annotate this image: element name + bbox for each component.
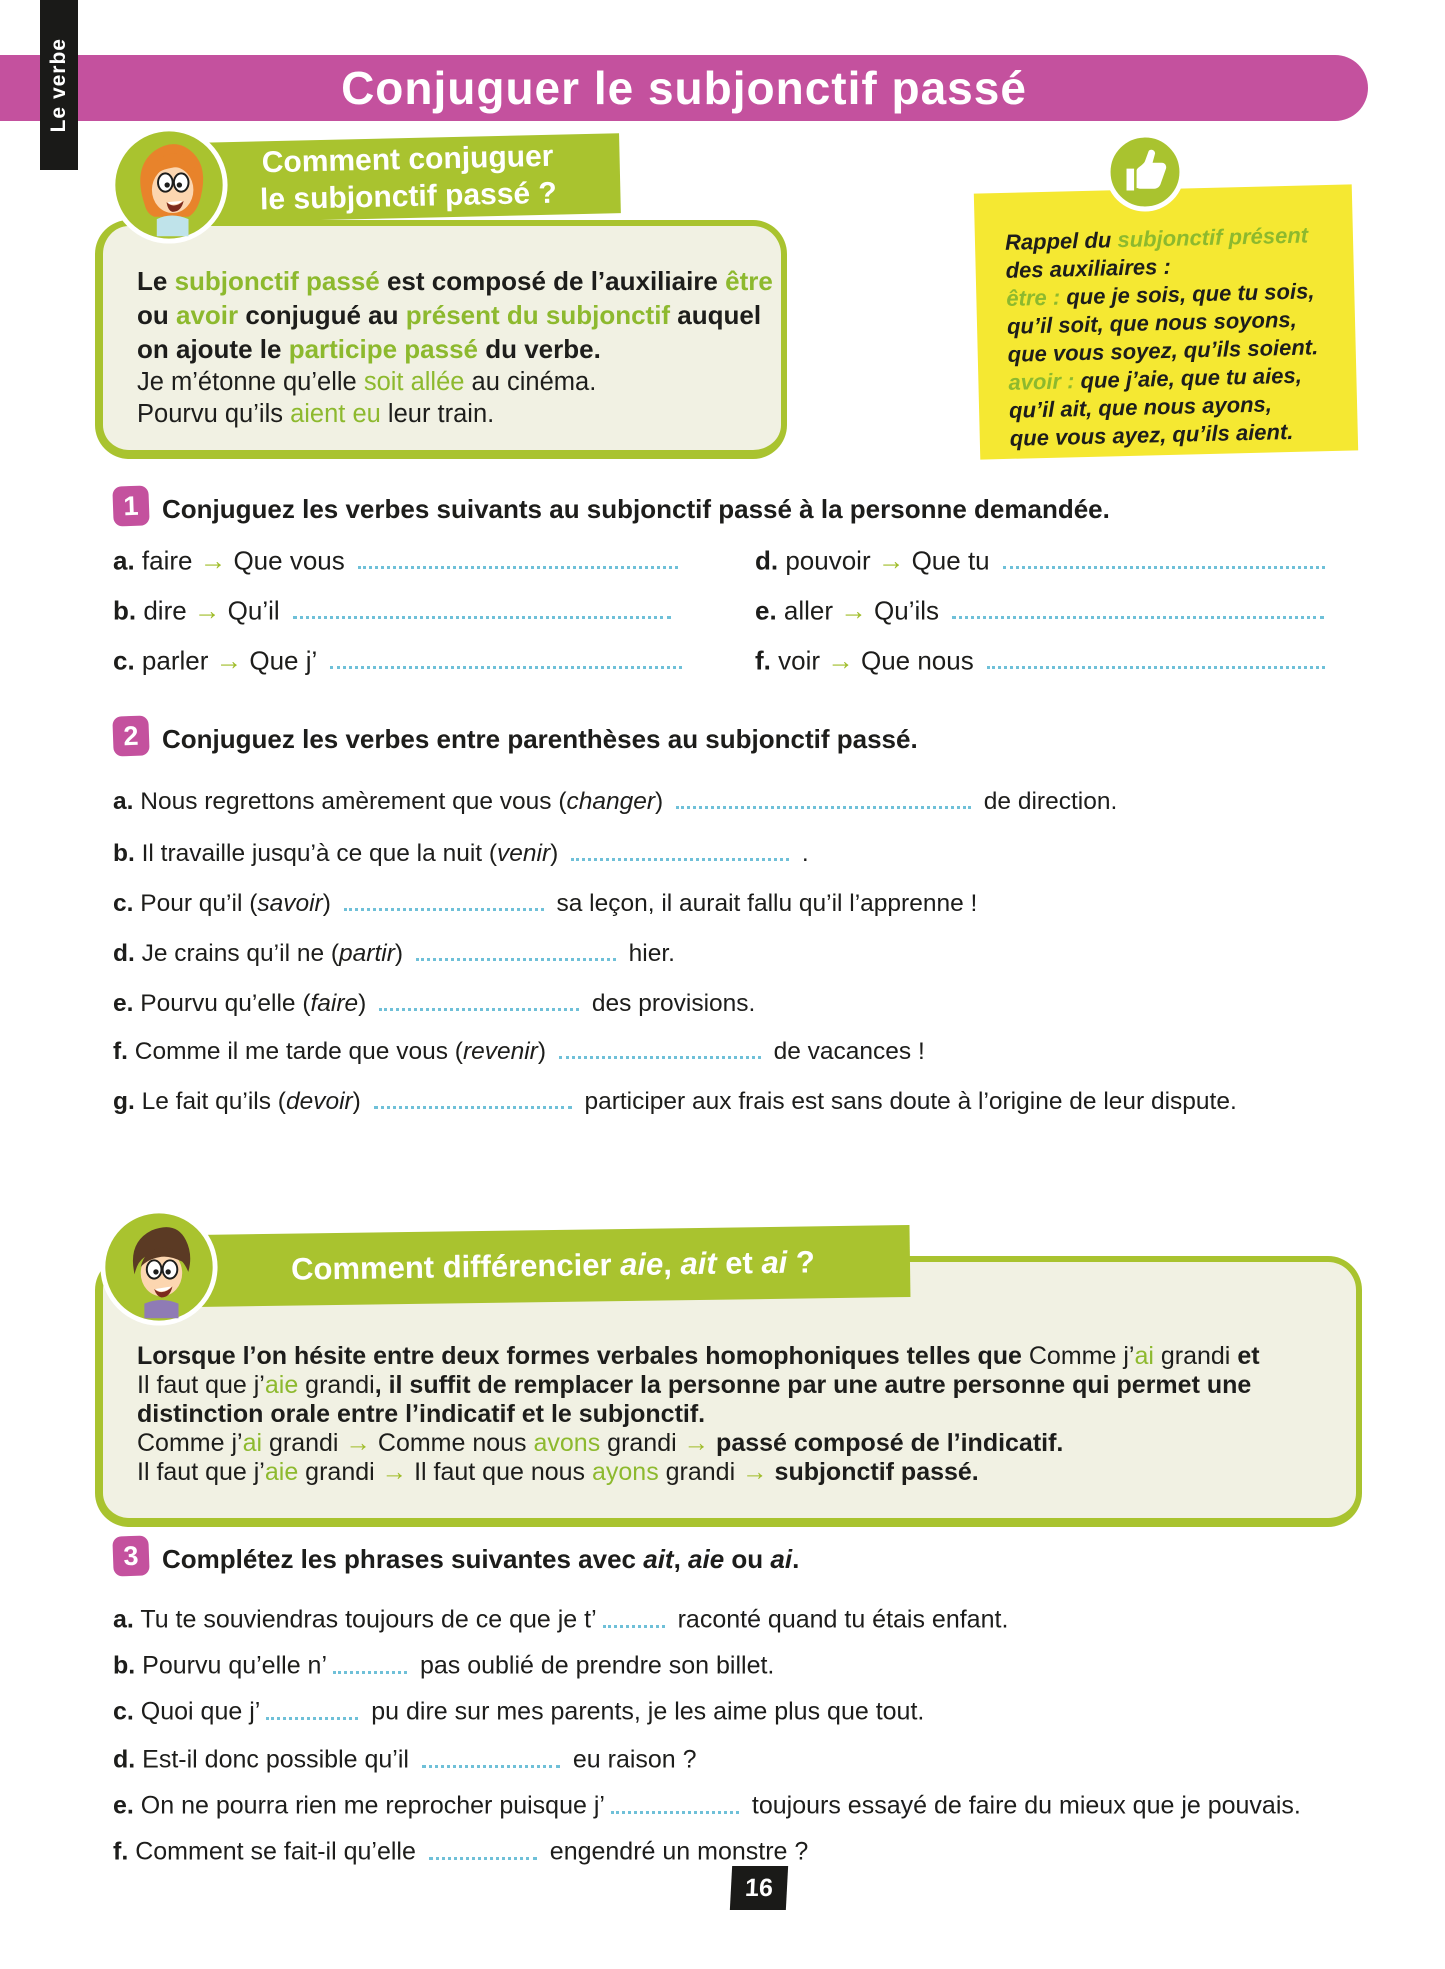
lesson-line xyxy=(137,1400,1332,1429)
text-segment: de direction. xyxy=(977,788,1118,816)
text-segment: que vous soyez, qu’ils soient. xyxy=(1007,334,1319,367)
answer-blank[interactable] xyxy=(358,545,678,569)
answer-blank[interactable] xyxy=(611,1790,739,1814)
text-segment: Que nous xyxy=(853,645,981,676)
text-segment: e. xyxy=(755,595,777,626)
exercise-item xyxy=(113,595,677,626)
text-segment: grandi xyxy=(298,1371,375,1399)
text-segment: a. xyxy=(113,788,134,816)
text-segment: est composé de l’auxiliaire xyxy=(379,266,726,296)
exercise-item xyxy=(755,545,1331,576)
text-segment: subjonctif passé xyxy=(174,266,380,296)
text-segment: Le xyxy=(137,266,175,296)
boy-avatar-icon xyxy=(98,1206,220,1328)
text-segment: Complétez les phrases suivantes avec xyxy=(162,1544,644,1574)
text-segment: subjonctif présent xyxy=(1117,222,1309,253)
text-segment: que j’aie, que tu aies, xyxy=(1080,362,1303,394)
text-segment: Lorsque l’on hésite entre deux formes verbales homophoniques telles que xyxy=(137,1342,1029,1370)
text-segment: aient eu xyxy=(290,400,381,428)
answer-blank[interactable] xyxy=(559,1036,761,1059)
text-segment: Rappel du xyxy=(1004,227,1118,255)
text-segment: Tu te souviendras toujours de ce que je t’ xyxy=(133,1605,597,1634)
lesson-line xyxy=(137,398,762,430)
text-segment: subjonctif passé. xyxy=(767,1458,979,1486)
text-segment: Pourvu qu’ils xyxy=(137,400,291,428)
text-segment: d. xyxy=(113,940,135,968)
text-segment: g. xyxy=(113,1088,135,1116)
text-segment: b. xyxy=(113,840,135,868)
answer-blank[interactable] xyxy=(571,838,789,861)
text-segment: hier. xyxy=(621,940,675,968)
text-segment: devoir xyxy=(285,1088,353,1116)
text-segment: voir xyxy=(770,645,828,676)
answer-blank[interactable] xyxy=(603,1604,665,1628)
text-segment: aie xyxy=(264,1371,299,1399)
text-segment: faire xyxy=(134,545,200,576)
answer-blank[interactable] xyxy=(330,645,682,669)
answer-blank[interactable] xyxy=(1003,545,1325,569)
text-segment: Comme j’ xyxy=(137,1429,243,1457)
page-number: 16 xyxy=(744,1873,774,1902)
text-segment: Il faut que nous xyxy=(407,1458,592,1486)
arrow-icon: → xyxy=(877,545,905,576)
text-segment: pas oublié de prendre son billet. xyxy=(413,1651,775,1680)
text-segment: parler xyxy=(134,645,216,676)
answer-blank[interactable] xyxy=(429,1836,537,1860)
arrow-icon: → xyxy=(840,595,867,626)
text-segment: changer xyxy=(566,788,656,816)
exercise-item xyxy=(113,988,755,1018)
text-segment: dire xyxy=(136,595,194,626)
text-segment: sa leçon, il aurait fallu qu’il l’apprenne ! xyxy=(549,890,978,918)
text-segment: aie xyxy=(264,1458,299,1486)
text-segment: ai xyxy=(242,1429,263,1457)
text-segment: ait xyxy=(643,1544,674,1574)
text-segment: . xyxy=(795,840,809,868)
text-segment: ? xyxy=(787,1244,816,1280)
text-segment: Pour qu’il ( xyxy=(133,890,258,918)
text-segment: partir xyxy=(339,940,395,968)
text-segment: Comme il me tarde que vous ( xyxy=(127,1038,463,1066)
text-segment: passé composé de l’indicatif. xyxy=(709,1429,1064,1457)
text-segment: faire xyxy=(310,990,359,1018)
text-segment: avoir xyxy=(176,300,239,330)
thumbs-up-icon xyxy=(1103,130,1187,214)
lesson-line xyxy=(137,264,773,298)
text-segment: être : xyxy=(1006,284,1067,311)
text-segment: f. xyxy=(113,1837,129,1866)
text-segment: f. xyxy=(113,1038,128,1066)
exercise1-title: Conjuguez les verbes suivants au subjonctif passé à la personne demandée. xyxy=(162,494,1110,524)
exercise-item xyxy=(113,786,1117,816)
text-segment: Comment différencier xyxy=(290,1247,621,1287)
text-segment: qu’il ait, que nous ayons, xyxy=(1008,391,1273,423)
exercise-item xyxy=(113,1604,1008,1635)
text-segment: ) xyxy=(537,1038,553,1066)
text-segment: Le fait qu’ils ( xyxy=(134,1088,286,1116)
exercise3-number-badge xyxy=(112,1535,149,1576)
text-segment: Nous regrettons amèrement que vous ( xyxy=(133,788,567,816)
text-segment: on ajoute le xyxy=(137,334,289,364)
page-number-badge xyxy=(730,1866,788,1910)
lesson-line xyxy=(137,1371,1332,1400)
arrow-icon: → xyxy=(193,595,221,626)
text-segment: b. xyxy=(113,1651,136,1680)
arrow-icon: → xyxy=(199,545,227,576)
text-segment: Il faut que j’ xyxy=(137,1458,265,1486)
answer-blank[interactable] xyxy=(266,1696,358,1720)
lesson-line xyxy=(137,332,762,366)
text-segment: de vacances ! xyxy=(766,1038,925,1066)
lesson1-title-line1: Comment conjuguer xyxy=(261,139,554,180)
text-segment: et xyxy=(716,1245,762,1281)
exercise-number: 2 xyxy=(122,720,140,751)
text-segment: ou xyxy=(724,1544,771,1574)
text-segment: On ne pourra rien me reprocher puisque j’ xyxy=(133,1791,605,1820)
arrow-icon: → xyxy=(345,1429,371,1457)
arrow-icon: → xyxy=(683,1429,710,1457)
text-segment: grandi xyxy=(658,1458,743,1486)
text-segment: Je crains qu’il ne ( xyxy=(134,940,340,968)
text-segment: Comme nous xyxy=(370,1429,534,1457)
text-segment: eu raison ? xyxy=(565,1745,697,1774)
answer-blank[interactable] xyxy=(344,888,544,911)
exercise-item xyxy=(113,1696,924,1727)
lesson-line xyxy=(137,298,762,332)
chapter-tab xyxy=(40,0,78,170)
text-segment: Pourvu qu’elle ( xyxy=(133,990,311,1018)
text-segment: Que j’ xyxy=(242,645,324,676)
exercise-item xyxy=(113,1744,697,1775)
title-banner xyxy=(0,55,1368,121)
exercise2-title: Conjuguez les verbes entre parenthèses au subjonctif passé. xyxy=(162,724,918,754)
text-segment: e. xyxy=(113,990,134,1018)
text-segment: ) xyxy=(358,990,374,1018)
text-segment: a. xyxy=(113,545,135,576)
chapter-tab-label: Le verbe xyxy=(47,37,70,133)
answer-blank[interactable] xyxy=(333,1650,407,1674)
arrow-icon: → xyxy=(742,1458,768,1486)
lesson1-body xyxy=(137,264,773,430)
exercise-number: 3 xyxy=(122,1540,140,1571)
reminder-note xyxy=(974,184,1358,459)
lesson1-title-line2: le subjonctif passé ? xyxy=(259,176,558,217)
text-segment: , il suffit de remplacer la personne par une autre personne qui permet une xyxy=(374,1371,1252,1399)
exercise-item xyxy=(113,1836,808,1867)
text-segment: aller xyxy=(776,595,841,626)
text-segment: ) xyxy=(550,840,566,868)
text-segment: ai xyxy=(761,1244,788,1281)
text-segment: ai xyxy=(770,1544,793,1574)
text-segment: auquel xyxy=(670,300,762,330)
exercise-item xyxy=(113,1036,925,1066)
text-segment: au cinéma. xyxy=(464,368,597,396)
answer-blank[interactable] xyxy=(416,938,616,961)
text-segment: que je sois, que tu sois, xyxy=(1065,278,1315,310)
exercise-item xyxy=(113,645,688,676)
text-segment: revenir xyxy=(462,1038,538,1066)
exercise-item xyxy=(113,1790,1301,1821)
arrow-icon: → xyxy=(381,1458,408,1486)
text-segment: , xyxy=(662,1246,681,1282)
exercise3-title xyxy=(162,1544,799,1575)
text-segment: c. xyxy=(113,890,134,918)
text-segment: Il travaille jusqu’à ce que la nuit ( xyxy=(134,840,498,868)
text-segment: ou xyxy=(137,300,176,330)
text-segment: que vous ayez, qu’ils aient. xyxy=(1009,418,1294,451)
text-segment: d. xyxy=(113,1745,136,1774)
text-segment: aie xyxy=(619,1246,664,1283)
exercise2-number-badge xyxy=(112,715,149,756)
text-segment: soit allée xyxy=(363,368,465,396)
text-segment: grandi xyxy=(1153,1342,1231,1370)
text-segment: Il faut que j’ xyxy=(137,1371,265,1399)
text-segment: présent du subjonctif xyxy=(405,300,671,330)
answer-blank[interactable] xyxy=(374,1086,572,1109)
text-segment: ai xyxy=(1134,1342,1154,1370)
text-segment: c. xyxy=(113,645,135,676)
lesson-line xyxy=(137,366,762,398)
answer-blank[interactable] xyxy=(379,988,579,1011)
text-segment: b. xyxy=(113,595,137,626)
text-segment: Comment se fait-il qu’elle xyxy=(128,1837,423,1866)
text-segment: avons xyxy=(533,1429,601,1457)
text-segment: avoir : xyxy=(1008,368,1081,395)
girl-avatar-icon xyxy=(108,124,230,246)
arrow-icon: → xyxy=(827,645,854,676)
answer-blank[interactable] xyxy=(293,595,671,619)
text-segment: ait xyxy=(680,1245,717,1282)
text-segment: pouvoir xyxy=(778,545,878,576)
text-segment: ) xyxy=(655,788,670,816)
text-segment: conjugué au xyxy=(238,300,406,330)
text-segment: . xyxy=(792,1544,800,1574)
text-segment: être xyxy=(725,266,773,296)
text-segment: des auxiliaires : xyxy=(1005,253,1172,283)
text-segment: ) xyxy=(352,1088,368,1116)
lesson2-title-band xyxy=(196,1225,911,1307)
exercise-item xyxy=(113,1086,1237,1116)
text-segment: des provisions. xyxy=(585,990,756,1018)
lesson-line xyxy=(137,1342,1332,1371)
text-segment: c. xyxy=(113,1697,134,1726)
text-segment: savoir xyxy=(257,890,323,918)
lesson-line xyxy=(137,1429,1332,1458)
answer-blank[interactable] xyxy=(987,645,1325,669)
answer-blank[interactable] xyxy=(676,786,971,809)
text-segment: Que vous xyxy=(226,545,352,576)
lesson-line xyxy=(137,1458,1332,1487)
text-segment: grandi xyxy=(298,1458,382,1486)
exercise-number: 1 xyxy=(122,490,140,521)
exercise1-number-badge xyxy=(112,485,149,526)
text-segment: aie xyxy=(688,1544,725,1574)
text-segment: ) xyxy=(322,890,338,918)
text-segment: grandi xyxy=(600,1429,684,1457)
text-segment: d. xyxy=(755,545,779,576)
exercise-item xyxy=(113,938,675,968)
text-segment: f. xyxy=(755,645,771,676)
text-segment: ) xyxy=(394,940,410,968)
answer-blank[interactable] xyxy=(422,1744,560,1768)
text-segment: et xyxy=(1230,1342,1260,1370)
text-segment: grandi xyxy=(262,1429,346,1457)
arrow-icon: → xyxy=(215,645,243,676)
text-segment: distinction orale entre l’indicatif et le subjonctif. xyxy=(137,1400,706,1428)
text-segment: Est-il donc possible qu’il xyxy=(135,1745,416,1774)
text-segment: , xyxy=(673,1544,689,1574)
answer-blank[interactable] xyxy=(952,595,1324,619)
exercise-item xyxy=(113,838,809,868)
lesson2-body xyxy=(137,1342,1332,1487)
text-segment: ayons xyxy=(591,1458,659,1486)
text-segment: Comme j’ xyxy=(1028,1342,1135,1370)
text-segment: Que tu xyxy=(904,545,997,576)
text-segment: a. xyxy=(113,1605,134,1634)
text-segment: toujours essayé de faire du mieux que je pouvais. xyxy=(744,1791,1301,1820)
text-segment: pu dire sur mes parents, je les aime plus que tout. xyxy=(364,1697,925,1726)
text-segment: participe passé xyxy=(288,334,478,364)
text-segment: e. xyxy=(113,1791,134,1820)
page-title: Conjuguer le subjonctif passé xyxy=(341,62,1027,114)
exercise-item xyxy=(113,545,684,576)
lesson1-title-band xyxy=(195,133,621,223)
exercise-item xyxy=(755,595,1330,626)
exercise-item xyxy=(755,645,1331,676)
text-segment: Je m’étonne qu’elle xyxy=(137,368,364,396)
text-segment: Pourvu qu’elle n’ xyxy=(135,1651,328,1680)
text-segment: venir xyxy=(497,840,551,868)
exercise-item xyxy=(113,1650,774,1681)
text-segment: du verbe. xyxy=(478,334,601,364)
text-segment: raconté quand tu étais enfant. xyxy=(670,1605,1009,1634)
text-segment: leur train. xyxy=(380,400,495,428)
text-segment: participer aux frais est sans doute à l’origine de leur dispute. xyxy=(577,1088,1237,1116)
exercise-item xyxy=(113,888,977,918)
text-segment: Qu’il xyxy=(220,595,287,626)
text-segment: engendré un monstre ? xyxy=(542,1837,809,1866)
text-segment: Qu’ils xyxy=(866,595,947,626)
text-segment: Quoi que j’ xyxy=(133,1697,261,1726)
text-segment: qu’il soit, que nous soyons, xyxy=(1006,306,1297,339)
